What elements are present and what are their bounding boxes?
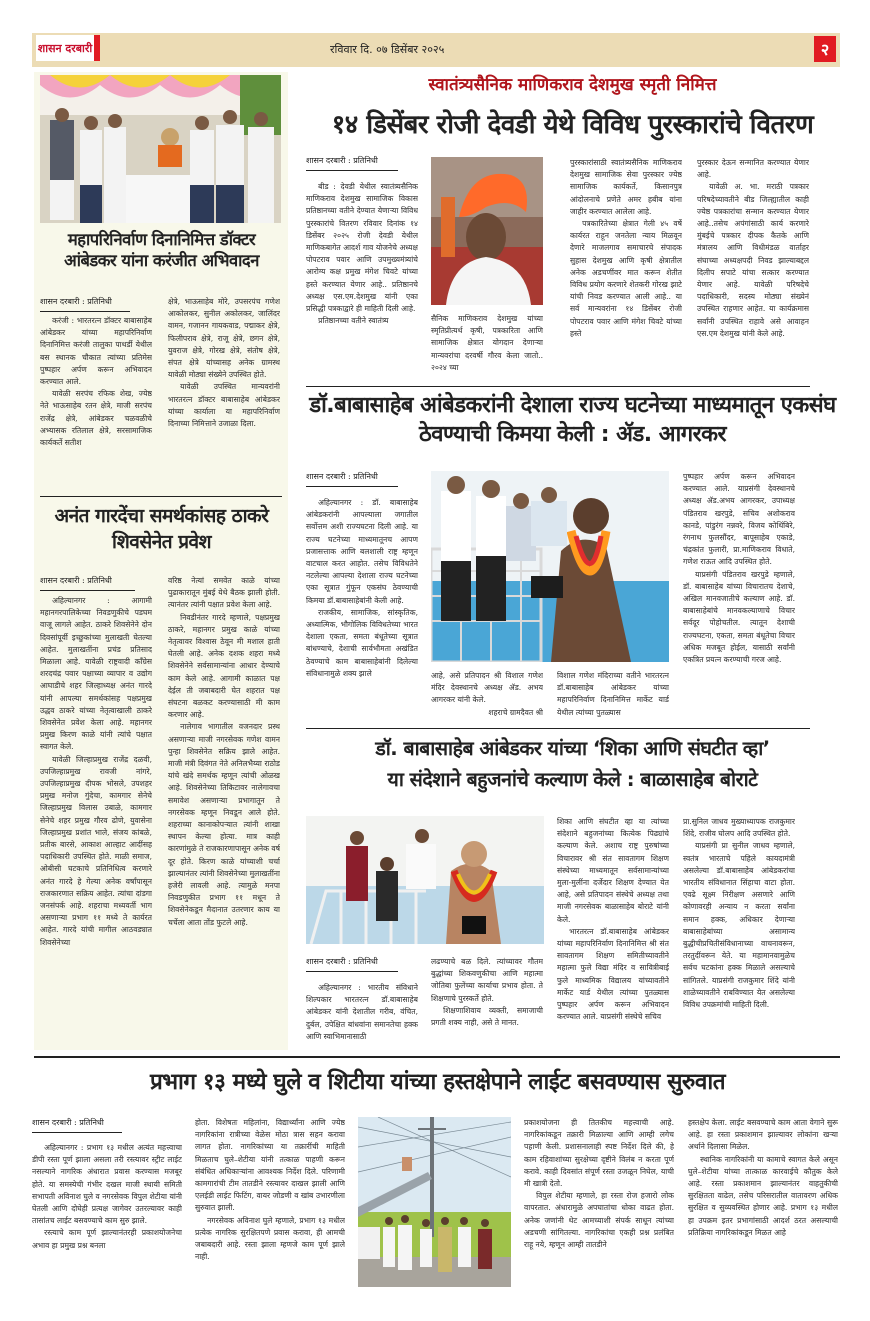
issue-date: रविवार दि. ०७ डिसेंबर २०२५	[330, 43, 445, 56]
paragraph: यावेळी सरपंच रफिक शेख, ज्येष्ठ नेते भाऊसाहेब रतन क्षेत्रे, माजी सरपंच राजेंद्र क्षेत्रे, आंबेडकर चळवळीचे अभ्यासक रतिलाल क्षेत्रे, सरसामाजिक कार्यकर्ते सतीश	[40, 389, 152, 448]
paragraph: पत्रकारितेच्या क्षेत्रात गेली ४५ वर्षे कार्यरत राहून जनतेला न्याय मिळवून देणारे माजलगाव समाचारचे संपादक सुहास देशमुख आणि कृषी क्षेत्रातील अनेक अडचणींवर मात करून शेतीत विविध प्रयोग करणारे शेतकरी गोरख झाटे यांची निवड करण्यात आली आहे.. या सर्व मान्यवरांना १४ डिसेंबर रोजी पोपटराव पवार आणि मंगेश चिवटे यांच्या हस्ते	[570, 219, 682, 338]
paragraph: शिक्षणाशिवाय व्यक्ती, समाजाची प्रगती शक्य नाही, असे ते मानत.	[431, 1005, 543, 1028]
divider	[34, 1056, 840, 1058]
tribute-photo-image	[40, 75, 281, 223]
statue-tribute-photo-image	[306, 816, 544, 944]
article5-column-2	[431, 956, 543, 1046]
paragraph: शहराचे ग्रामदैवत श्री	[488, 707, 543, 717]
article3-kicker: स्वातंत्र्यसैनिक माणिकराव देशमुख स्मृती निमित्त	[428, 75, 717, 95]
statue-garland-photo	[431, 471, 669, 662]
divider	[306, 386, 810, 387]
paragraph: विशाल गणेश मंदिराच्या वतीने भारतरत्न डॉ.बाबासाहेब आंबेडकर यांच्या महापरिनिर्वाण दिनानिमित्त मार्केट यार्ड येथील त्यांच्या पुतळ्यास	[557, 671, 669, 717]
paragraph: पुरस्कार देऊन सन्मानित करण्यात येणार आहे.	[697, 158, 809, 180]
divider	[40, 496, 282, 497]
street-light-work-photo	[358, 1117, 511, 1287]
article2-headline: अनंत गारदेंचा समर्थकांसह ठाकरे शिवसेनेत प्रवेश	[54, 505, 269, 553]
article4-headline: डॉ.बाबासाहेब आंबेडकरांनी देशाला राज्य घटनेच्या माध्यमातून एकसंघ ठेवण्याची किमया केली : ॲड. आगरकर	[309, 393, 836, 447]
article6-column-4	[688, 1117, 838, 1314]
page-number: २	[814, 36, 836, 62]
newspaper-logo	[36, 35, 100, 61]
paragraph: नालेगाव भागातील वजनदार प्रस्थ असणाऱ्या माजी नगरसेवक गणेश वामन पुन्हा शिवसेनेत सक्रिय झाले आहेत. माजी मंत्री दिवंगत नेते अनिलभैय्या राठोड यांचे खंदे समर्थक म्हणून त्यांची ओळख आहे. शिवसेनेच्या तिकिटावर नालेगावचा समावेश असणाऱ्या प्रभागातून ते नगरसेवक म्हणून निवडून आले होते. शहराच्या कानाकोपऱ्यात त्यांनी शाखा स्थापन केल्या होत्या. मात्र काही कारणांमुळे ते राजकारणापासून अनेक वर्ष दूर होते. किरण काळे यांच्याशी चर्चा झाल्यानंतर त्यांनी शिवसेनेच्या मुलाखतींना हजेरी लावली आहे. त्यामुळे मनपा निवडणुकीत प्रभाग ११ मधून ते शिवसेनेकडून मैदानात उतरणार काय या चर्चेला आता तोंड फुटले आहे.	[168, 722, 280, 927]
article2-column-1	[40, 595, 152, 1047]
article5-column-3	[557, 816, 669, 1046]
paragraph: स्थानिक नागरिकांनी या कामाचे स्वागत केले असून घुले–शेटीया यांच्या तात्काळ कारवाईचे कौतुक केले आहे. रस्ता प्रकाशमान झाल्यानंतर वाहतुकीची सुरक्षितता वाढेल, तसेच परिसरातील वातावरण अधिक सुरक्षित व सुव्यवस्थित होणार आहे. प्रभाग १३ मधील हा उपक्रम इतर प्रभागांसाठी आदर्श ठरत असल्याची प्रतिक्रिया नागरिकांकडून मिळत आहे	[688, 1154, 838, 1237]
paragraph: प्रा.सुनिल जाधव मुख्याध्यापक राजकुमार शिंदे, राजीव घोलप आदि उपस्थित होते.	[683, 817, 795, 839]
article3-column-4	[697, 157, 809, 377]
article5-headline-line1: डॉ. बाबासाहेब आंबेडकर यांच्या ‘शिका आणि संघटीत व्हा’	[375, 737, 770, 760]
paragraph: नगरसेवक अविनाश घुले म्हणाले, प्रभाग १३ मधील प्रत्येक नागरिक सुरक्षितपणे प्रवास करावा, ही आमची जबाबदारी आहे. रस्ता झाला म्हणजे काम पूर्ण झाले नाही.	[195, 1215, 345, 1262]
article3-headline: १४ डिसेंबर रोजी देवडी येथे विविध पुरस्कारांचे वितरण	[331, 110, 814, 140]
freedom-fighter-photo	[431, 157, 543, 305]
paragraph: विपुल शेटीया म्हणाले, हा रस्ता रोज हजारो लोक वापरतात. अंधारामुळे अपघातांचा धोका वाढत होता. अनेक जणांनी थेट आमच्याशी संपर्क साधून त्यांच्या अडचणी सांगितल्या. नागरिकांचा एकही प्रश्न प्रलंबित राहू नये, म्हणून आम्ही तातडीने	[524, 1191, 674, 1250]
article5-byline: शासन दरबारी : प्रतिनिधी	[306, 956, 398, 972]
paragraph: करंजी : भारतरत्न डॉक्टर बाबासाहेब आंबेडकर यांच्या महापरिनिर्वाण दिनानिमित्त करंजी तालुका पाथर्डी येथील बस स्थानक चौकात त्यांच्या प्रतिमेस पुष्पहार अर्पण करून अभिवादन करण्यात आले.	[40, 316, 152, 387]
article5-column-4	[683, 816, 795, 1046]
article2-column-2	[168, 575, 280, 1047]
paragraph: आहे, असे प्रतिपादन श्री विशाल गणेश मंदिर देवस्थानचे अध्यक्ष ॲड. अभय आगरकर यांनी केले.	[431, 671, 543, 705]
paragraph: भारतरत्न डॉ.बाबासाहेब आंबेडकर यांच्या महापरिनिर्वाण दिनानिमित्त श्री संत सावतागम शिक्षण समितीच्यावतीने महात्मा फुले विद्या मंदिर व सावित्रीबाई फुले माध्यमिक विद्यालय यांच्यावतीने मार्केट यार्ड येथील त्यांच्या पुतळ्यास पुष्पहार अर्पण करून अभिवादन करण्यात आले. याप्रसंगी संस्थेचे सचिव	[557, 926, 669, 1022]
paragraph: यावेळी जिल्हाप्रमुख राजेंद्र दळवी, उपजिल्हाप्रमुख रावजी नांगरे, उपजिल्हाप्रमुख दीपक भोसले, उपशहर प्रमुख मनोज गुंदेचा, कामगार सेनेचे जिल्हाप्रमुख विलास उबाळे, कामगार सेनेचे शहर प्रमुख गौरव ढोणे, युवासेना जिल्हाप्रमुख प्रशांत भाले, संजय कांबळे, प्रतीक बारसे, आकाश आल्हाट आदींसह पदाधिकारी उपस्थित होते. माळी समाज, ओबीसी घटकाचे प्रतिनिधित्व करणारे अनंत गारदे हे गेल्या अनेक वर्षांपासून राजकारणात सक्रिय आहेत. त्यांचा दांडगा जनसंपर्क आहे. शहराचा मध्यवर्ती भाग असणाऱ्या प्रभाग ११ मध्ये ते कार्यरत आहेत. गारदे यांची मागील आठवड्यात शिवसेनेच्या	[40, 754, 152, 947]
article6-headline: प्रभाग १३ मध्ये घुले व शिटीया यांच्या हस्तक्षेपाने लाईट बसवण्यास सुरुवात	[149, 1069, 726, 1095]
paragraph: राजकीय, सामाजिक, सांस्कृतिक, अध्यात्मिक, भौगोलिक विविधतेच्या भारत देशाला एकता, समता बंधूतेच्या सूत्रात बांधण्याचे, देशाची सार्वभौमता अखंडित ठेवण्याचे काम बाबासाहेबांनी दिलेल्या संविधानामुळे शक्य झाले	[306, 607, 418, 678]
article3-photo-caption: सैनिक माणिकराव देशमुख यांच्या स्मृतिप्रीत्यर्थ कृषी, पत्रकारिता आणि सामाजिक क्षेत्रात योगदान देणाऱ्या मान्यवरांचा दरवर्षी गौरव केला जातो.. २०२४ च्या	[431, 314, 543, 372]
statue-tribute-photo	[306, 816, 544, 944]
logo-text: शासन दरबारी	[37, 41, 93, 55]
article5-headline-line2: या संदेशाने बहुजनांचे कल्याण केले : बाळासाहेब बोराटे	[387, 768, 758, 791]
article2-byline: शासन दरबारी : प्रतिनिधी	[40, 575, 135, 591]
paragraph: निवडीनंतर गारदे म्हणाले, पक्षप्रमुख ठाकरे, महानगर प्रमुख काळे यांच्या नेतृत्वावर विश्वास ठेवून मी मशाल हाती घेतली आहे. अनेक दशक शहरा मध्ये शिवसेनेने सर्वसामान्यांना आधार देण्याचे काम केले आहे. आगामी काळात पक्ष देईल ती जबाबदारी घेत शहरात पक्ष संघटना बळकट करण्यासाठी मी काम करणार आहे.	[168, 612, 280, 720]
paragraph: पुष्पहार अर्पण करून अभिवादन करण्यात आले. याप्रसंगी देवस्थानचे अध्यक्ष ॲड.अभय आगरकर, उपाध्यक्ष पंडितराव खरपुडे, सचिव अशोकराव कानडे, पांडुरंग नन्नवरे, विजय कोथिंबिरे, रंगनाथ फुलसौंदर, बापूसाहेब एकाडे, चंद्रकांत फुलारी, प्रा.माणिकराव विधाते, गणेश राऊत आदि उपस्थित होते.	[683, 472, 795, 567]
tribute-photo	[40, 75, 281, 223]
paragraph: यावेळी अ. भा. मराठी पत्रकार परिषदेच्यावतीने बीड जिल्ह्यातील काही ज्येष्ठ पत्रकारांचा सन्मान करण्यात येणार आहे..तसेच अपंगांसाठी कार्य करणारे मुंबईचे पत्रकार दीपक कैतके आणि मंत्रालय आणि विधीमंडळ वार्ताहर संघाच्या अध्यक्षपदी निवड झाल्याबद्दल दिलीप सपाटे यांचा सत्कार करण्यात येणार आहे. यावेळी परिषदेचे पदाधिकारी, सदस्य मोठ्या संख्येनं उपस्थित राहणार आहेत. या कार्यक्रमास सर्वांनी उपस्थित राहावे असे आवाहन एस.एम देशमुख यांनी केले आहे.	[697, 182, 809, 338]
paragraph: याप्रसंगी प्रा सुनील जाधव म्हणाले, स्वतंत्र भारताचे पहिले कायदामंत्री असलेल्या डॉ.बाबासाहेब आंबेडकरांचा भारतीय संविधानात सिंहाचा वाटा होता. एवढे सूक्ष्म निरीक्षण असणारे आणि कोणावरही अन्याय न करता सर्वांना समान हक्क, अधिकार देणार्‍या बाबासाहेबांच्या असामान्य बुद्धीचीप्रचितीसंविधानाच्या वाचनावरून, तरतुदींवरून येते. या महामानवामुळेच सर्वच घटकांना हक्क मिळाले असल्याचे सांगितले. याप्रसंगी राजकुमार शिंदे यांनी शाळेच्यावतीने राबविण्यात येत असलेल्या विविध उपक्रमांची माहिती दिली.	[683, 841, 795, 1010]
paragraph: अहिल्यानगर : भारतीय संविधाने शिल्पकार भारतरत्न डॉ.बाबासाहेब आंबेडकर यांनी देशातील गरीब, वंचित, दुर्बल, उपेक्षित बांधवांना समानतेचा हक्क आणि स्वाभिमानासाठी	[306, 983, 418, 1041]
article4-column-1	[306, 497, 418, 720]
article3-column-3	[570, 157, 682, 377]
article6-column-2	[195, 1117, 345, 1314]
article1-headline: महापरिनिर्वाण दिनानिमित्त डॉक्टर आंबेडकर यांना करंजीत अभिवादन	[64, 230, 259, 270]
article6-byline: शासन दरबारी : प्रतिनिधी	[32, 1117, 122, 1133]
paragraph: प्रकाशयोजना ही तितकीच महत्त्वाची आहे. नागरिकांकडून तक्रारी मिळाल्या आणि आम्ही लगेच पहाणी केली. प्रशासनालाही स्पष्ट निर्देश दिले की, हे काम रहिवाशांच्या सुरक्षेच्या दृष्टीने विलंब न करता पूर्ण करावे. काही दिवसांत संपूर्ण रस्ता उजळून निघेल, याची मी खात्री देतो.	[524, 1118, 674, 1189]
paragraph: रस्त्याचे काम पूर्ण झाल्यानंतरही प्रकाशयोजनेचा अभाव हा प्रमुख प्रश्न बनला	[32, 1228, 182, 1250]
divider	[306, 728, 810, 729]
freedom-fighter-photo-image	[431, 157, 543, 305]
paragraph: लढण्याचे बळ दिले. त्यांच्यावर गौतम बुद्धांच्या शिकवणुकीचा आणि महात्मा जोतिबा फुलेंच्या कार्याचा प्रभाव होता. ते शिक्षणाचे पुरस्कर्ते होते.	[431, 957, 543, 1003]
paragraph: हस्तक्षेप केला. लाईट बसवण्याचे काम आता वेगाने सुरू आहे. हा रस्ता प्रकाशमान झाल्यावर लोकांना खऱ्या अर्थाने दिलासा मिळेल.	[688, 1118, 838, 1152]
article6-column-3	[524, 1117, 674, 1314]
paragraph: शिका आणि संघटीत व्हा या त्यांच्या संदेशाने बहुजनांच्या कित्येक पिढ्यांचे कल्याण केले. अशाच राष्ट्र पुरुषांच्या विचारावर श्री संत सावतागम शिक्षण संस्थेच्या माध्यमातून सर्वसामान्यांच्या मुला-मुलींना दर्जेदार शिक्षण देण्यात येत आहे, असे प्रतिपादन संस्थेचे अध्यक्ष तथा माजी नगरसेवक बाळासाहेब बोराटे यांनी केले.	[557, 817, 669, 924]
paragraph: क्षेत्रे, भाऊसाहेब मोरे, उपसरपंच गणेश आकोलकर, सुनील अकोलकर, जालिंदर वामन, गजानन गायकवाड, पद्माकर क्षेत्रे, फिलीपराव क्षेत्रे, राजू क्षेत्रे, छगन क्षेत्रे, युवराज क्षेत्रे, गोरख क्षेत्रे, संतोष क्षेत्रे, संपत क्षेत्रे यांच्यासह अनेक ग्रामस्थ यावेळी मोठ्या संख्येने उपस्थित होते.	[168, 297, 280, 380]
article3-byline: शासन दरबारी : प्रतिनिधी	[306, 155, 398, 171]
paragraph: अहिल्यानगर : आगामी महानगरपालिकेच्या निवडणुकीचे पडघम वाजू लागले आहेत. ठाकरे शिवसेनेने दोन दिवसांपूर्वी इच्छुकांच्या मुलाखती घेतल्या आहेत. मुलाखतींना प्रचंड प्रतिसाद मिळाला आहे. यावेळी राष्ट्रवादी काँग्रेस शरदचंद्र पवार पक्षाच्या व्यापार व उद्योग आघाडीचे शहर जिल्हाध्यक्ष अनंत गारदे यांनी आपल्या समर्थकांसह पक्षप्रमुख उद्धव ठाकरे यांच्या नेतृत्वाखाली ठाकरे शिवसेनेत प्रवेश केला आहे. महानगर प्रमुख किरण काळे यांनी त्यांचे पक्षात स्वागत केले.	[40, 596, 152, 752]
paragraph: वरिष्ठ नेत्यां समवेत काळे यांच्या पुढाकारातून मुंबई येथे बैठक झाली होती. त्यानंतर त्यांनी पक्षात प्रवेश केला आहे.	[168, 576, 280, 610]
paragraph: अहिल्यानगर : प्रभाग १३ मधील अत्यंत महत्त्वाचा डीपी रस्ता पूर्ण झाला असला तरी रस्त्यावर स्ट्रीट लाईट नसल्याने नागरिक अंधारात प्रवास करण्यास मजबूर होते. या समस्येची गंभीर दखल माजी स्थायी समिती सभापती अविनाश घुले व नगरसेवक विपुल शेटीया यांनी घेतली आणि दोघेही प्रत्यक्ष जागेवर उतरल्यावर काही तासांतच लाईट बसवण्याचे काम सुरु झाले.	[32, 1143, 182, 1226]
article6-column-1	[32, 1142, 182, 1314]
street-light-work-photo-image	[358, 1117, 511, 1287]
paragraph: बीड : देवडी येथील स्वातंत्र्यसैनिक माणिकराव देशमुख सामाजिक विकास प्रतिष्ठानच्या वतीने देण्यात येणाऱ्या विविध पुरस्कारांचे वितरण रविवार दिनांक १४ डिसेंबर २०२५ रोजी देवडी येथील माणिकबागेत आदर्श गाव योजनेचे अध्यक्ष पोपटराव पवार आणि उपमुख्यमंत्र्यांचे आरोग्य कक्ष प्रमुख मंगेश चिवटे यांच्या हस्ते करण्यात येणार आहे.. प्रतिष्ठानचे अध्यक्ष एस.एम.देशमुख यांनी एका प्रसिद्धी पत्रकाद्वारे ही माहिती दिली आहे.	[306, 182, 418, 314]
article1-column-1	[40, 315, 152, 493]
article4-column-4	[683, 471, 795, 720]
paragraph: प्रतिष्ठानच्या वतीने स्वातंत्र्य	[318, 316, 389, 326]
paragraph: पुरस्कारांसाठी स्वातंत्र्यसैनिक माणिकराव देशमुख सामाजिक सेवा पुरस्कार ज्येष्ठ सामाजिक कार्यकर्ते, किसानपुत्र आंदोलनाचे प्रणेते अमर हबीब यांना जाहीर करण्यात आलेला आहे.	[570, 158, 682, 216]
article3-column-1	[306, 181, 418, 377]
paragraph: होता. विशेषतः महिलांना, विद्यार्थ्यांना आणि ज्येष्ठ नागरिकांना रात्रीच्या वेळेस मोठा त्रास सहन करावा लागत होता. नागरिकांच्या या तक्रारींची माहिती मिळताच घुले–शेटीया यांनी तत्काळ पाहणी करून संबंधित अधिकाऱ्यांना आवश्यक निर्देश दिले. परिणामी कामगारांची टीम तातडीने रस्त्यावर दाखल झाली आणि एलईडी लाईट फिटिंग, वायर जोडणी व खांब उभारणीला सुरुवात झाली.	[195, 1118, 345, 1213]
article4-column-2	[431, 670, 543, 720]
statue-garland-photo-image	[431, 471, 669, 662]
paragraph: अहिल्यानगर : डॉ. बाबासाहेब आंबेडकरांनी आपल्याला जगातील सर्वोत्तम अशी राज्यघटना दिली आहे. या राज्य घटनेच्या माध्यमातूनच आपण प्रजासत्ताक आणि बलशाली राष्ट्र म्हणून वाटचाल करत आहोत. तसेच विविधतेने नटलेल्या आपल्या देशाला राज्य घटनेच्या एका सूत्रात गुंफून एकसंघ ठेवण्याची किमया डॉ.बाबासाहेबांनी केली आहे.	[306, 498, 418, 605]
article1-column-2	[168, 296, 280, 493]
article4-byline: शासन दरबारी : प्रतिनिधी	[306, 471, 398, 487]
article1-byline: शासन दरबारी : प्रतिनिधी	[40, 296, 130, 312]
article5-column-1	[306, 982, 418, 1046]
article4-column-3	[557, 670, 669, 720]
paragraph: यावेळी उपस्थित मान्यवरांनी भारतरत्न डॉक्टर बाबासाहेब आंबेडकर यांच्या कार्याला या महापरिनिर्वाण दिनाच्या निमित्ताने उजाळा दिला.	[168, 382, 280, 429]
paragraph: याप्रसंगी पंडितराव खरपुडे म्हणाले, डॉ. बाबासाहेब यांच्या विचारातच देशाचे, अखिल मानवजातीचे कल्याण आहे. डॉ. बाबासाहेबांचे मानवकल्याणाचे विचार सर्वदूर पोहोचतील. त्यातून देशाची राज्यघटना, एकता, समता बंधूतेचा विचार अधिक मजबूत होईल, यासाठी सर्वांनी एकत्रित प्रयत्न करण्याची गरज आहे.	[683, 569, 795, 665]
